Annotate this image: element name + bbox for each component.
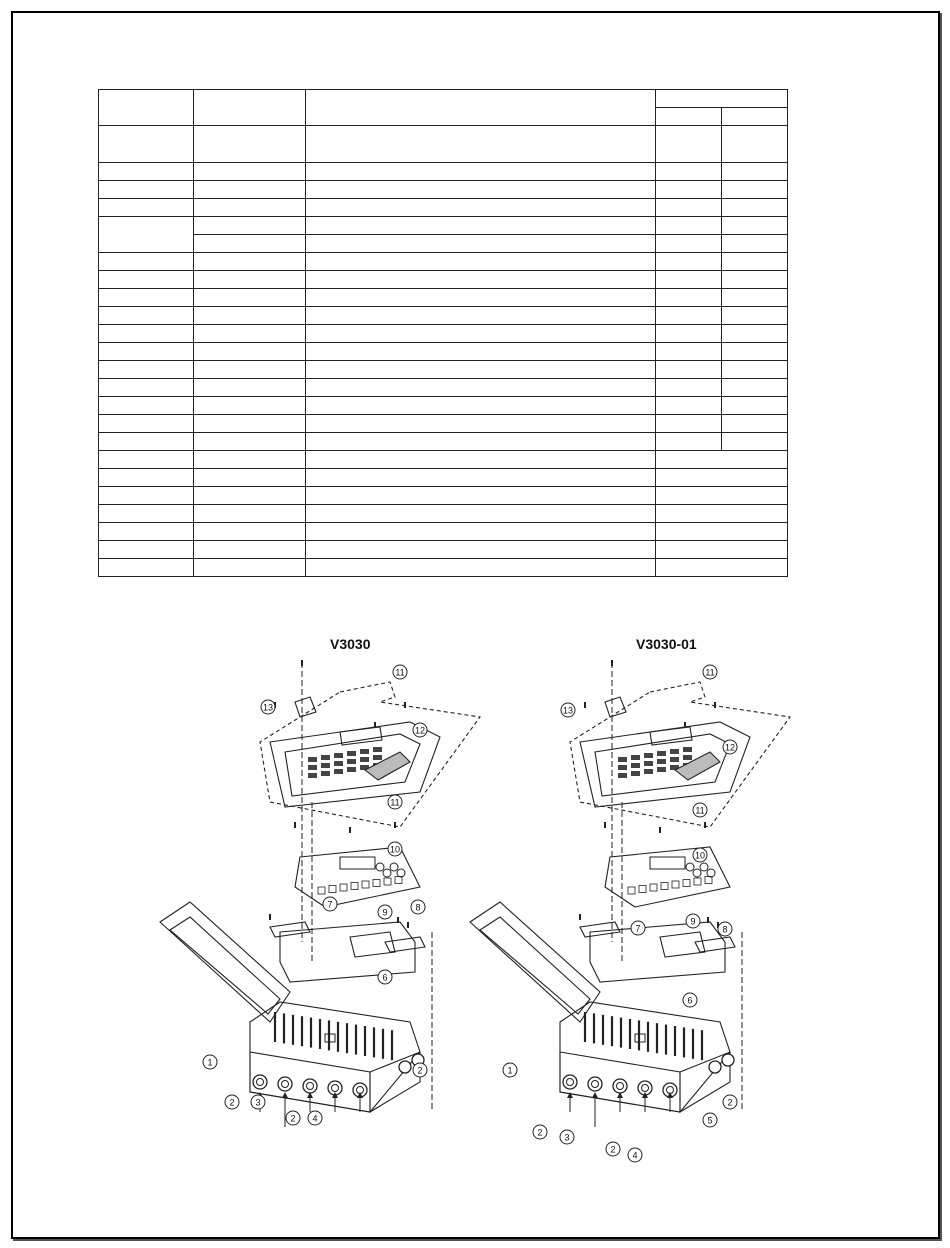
- table-cell: [656, 343, 722, 361]
- table-row: [99, 469, 788, 487]
- callout-13: [261, 700, 275, 714]
- table-cell: [99, 253, 194, 271]
- table-cell: [306, 271, 656, 289]
- callout-2: [533, 1125, 547, 1139]
- table-cell: [99, 163, 194, 181]
- table-cell: [656, 217, 722, 235]
- table-row: [99, 235, 788, 253]
- table-cell: [722, 325, 788, 343]
- table-cell: [99, 181, 194, 199]
- svg-text:6: 6: [687, 995, 693, 1006]
- table-cell: [194, 235, 306, 253]
- table-cell: [306, 397, 656, 415]
- table-cell: [194, 325, 306, 343]
- table-cell: [306, 199, 656, 217]
- table-cell: [306, 289, 656, 307]
- model-title-left: V3030: [330, 636, 371, 652]
- table-cell: [194, 253, 306, 271]
- table-row: [99, 451, 788, 469]
- table-cell: [99, 523, 194, 541]
- table-cell: [194, 343, 306, 361]
- table-row: [99, 217, 788, 235]
- table-cell: [656, 415, 722, 433]
- table-cell: [194, 181, 306, 199]
- table-row: [99, 307, 788, 325]
- table-cell: [99, 505, 194, 523]
- table-cell: [656, 307, 722, 325]
- table-row: [99, 523, 788, 541]
- table-cell: [194, 289, 306, 307]
- svg-text:2: 2: [537, 1127, 543, 1138]
- table-row: [99, 505, 788, 523]
- table-row: [99, 433, 788, 451]
- svg-text:11: 11: [390, 797, 400, 808]
- callout-12: [413, 723, 427, 737]
- callout-11: [693, 803, 707, 817]
- table-row: [99, 163, 788, 181]
- callout-2: [286, 1111, 300, 1125]
- table-cell: [722, 181, 788, 199]
- table-cell: [656, 271, 722, 289]
- table-cell: [656, 451, 788, 469]
- header-cell: [656, 90, 788, 108]
- table-cell: [306, 523, 656, 541]
- svg-text:1: 1: [507, 1065, 513, 1076]
- table-cell: [99, 451, 194, 469]
- exploded-assembly-drawing: [0, 620, 950, 1161]
- table-row: [99, 559, 788, 577]
- svg-text:13: 13: [262, 702, 274, 713]
- table-cell: [306, 505, 656, 523]
- svg-text:7: 7: [635, 923, 641, 934]
- table-cell: [656, 199, 722, 217]
- table-cell: [306, 415, 656, 433]
- table-cell: [722, 217, 788, 235]
- table-row: [99, 415, 788, 433]
- table-cell: [99, 397, 194, 415]
- table-cell: [656, 253, 722, 271]
- table-cell: [656, 487, 788, 505]
- header-cell: [306, 90, 656, 126]
- table-cell: [194, 541, 306, 559]
- parts-table: [98, 89, 788, 577]
- callout-10: [388, 842, 402, 856]
- callout-7: [631, 921, 645, 935]
- table-cell: [99, 433, 194, 451]
- table-cell: [99, 217, 194, 253]
- table-cell: [194, 469, 306, 487]
- svg-text:2: 2: [727, 1097, 733, 1108]
- table-cell: [99, 379, 194, 397]
- table-cell: [656, 523, 788, 541]
- table-cell: [656, 235, 722, 253]
- table-row: [99, 343, 788, 361]
- callout-4: [628, 1148, 642, 1162]
- table-cell: [99, 271, 194, 289]
- callout-6: [683, 993, 697, 1007]
- table-cell: [194, 451, 306, 469]
- svg-text:8: 8: [722, 924, 728, 935]
- svg-text:10: 10: [694, 850, 706, 861]
- svg-text:11: 11: [395, 667, 405, 678]
- svg-text:13: 13: [562, 705, 574, 716]
- callout-8: [411, 900, 425, 914]
- svg-text:7: 7: [327, 899, 333, 910]
- callout-2: [413, 1063, 427, 1077]
- table-cell: [194, 559, 306, 577]
- callout-8: [718, 922, 732, 936]
- table-cell: [722, 271, 788, 289]
- table-cell: [656, 541, 788, 559]
- callout-2: [225, 1095, 239, 1109]
- table-cell: [194, 217, 306, 235]
- table-cell: [306, 469, 656, 487]
- callout-9: [686, 914, 700, 928]
- svg-text:11: 11: [705, 667, 715, 678]
- svg-text:2: 2: [417, 1065, 423, 1076]
- callout-2: [606, 1142, 620, 1156]
- table-row: [99, 181, 788, 199]
- table-cell: [722, 163, 788, 181]
- table-cell: [656, 289, 722, 307]
- table-cell: [194, 397, 306, 415]
- callout-6: [378, 970, 392, 984]
- callout-1: [203, 1055, 217, 1069]
- callout-11: [393, 665, 407, 679]
- table-cell: [99, 126, 194, 163]
- svg-text:8: 8: [415, 902, 421, 913]
- callout-10: [693, 848, 707, 862]
- table-cell: [306, 235, 656, 253]
- table-cell: [306, 361, 656, 379]
- table-cell: [99, 415, 194, 433]
- svg-text:5: 5: [707, 1115, 713, 1126]
- table-cell: [99, 559, 194, 577]
- table-row: [99, 487, 788, 505]
- table-cell: [306, 307, 656, 325]
- table-cell: [194, 361, 306, 379]
- svg-text:9: 9: [382, 907, 388, 918]
- svg-text:2: 2: [290, 1113, 296, 1124]
- table-cell: [722, 289, 788, 307]
- table-cell: [99, 541, 194, 559]
- svg-text:10: 10: [389, 844, 401, 855]
- table-cell: [656, 325, 722, 343]
- table-cell: [99, 199, 194, 217]
- callout-11: [388, 795, 402, 809]
- callout-2: [723, 1095, 737, 1109]
- table-cell: [194, 379, 306, 397]
- exploded-views: [0, 620, 950, 1161]
- table-cell: [656, 505, 788, 523]
- svg-text:3: 3: [255, 1097, 261, 1108]
- svg-text:3: 3: [564, 1132, 570, 1143]
- table-cell: [194, 505, 306, 523]
- table-cell: [306, 343, 656, 361]
- header-cell: [99, 90, 194, 126]
- svg-text:4: 4: [312, 1113, 318, 1124]
- callout-1: [503, 1063, 517, 1077]
- table-cell: [194, 163, 306, 181]
- table-row: [99, 379, 788, 397]
- table-cell: [306, 487, 656, 505]
- table-cell: [656, 126, 722, 163]
- callout-11: [703, 665, 717, 679]
- table-cell: [194, 126, 306, 163]
- table-cell: [194, 415, 306, 433]
- svg-text:12: 12: [724, 742, 736, 753]
- table-cell: [306, 217, 656, 235]
- callout-12: [723, 740, 737, 754]
- table-cell: [306, 181, 656, 199]
- header-cell: [194, 90, 306, 126]
- table-cell: [722, 235, 788, 253]
- table-cell: [656, 559, 788, 577]
- table-cell: [99, 325, 194, 343]
- table-cell: [306, 253, 656, 271]
- table-cell: [722, 307, 788, 325]
- assembly-v3030-01: [470, 660, 790, 1162]
- callout-5: [703, 1113, 717, 1127]
- table-cell: [99, 307, 194, 325]
- svg-text:2: 2: [229, 1097, 235, 1108]
- callout-3: [560, 1130, 574, 1144]
- table-row: [99, 397, 788, 415]
- table-cell: [656, 361, 722, 379]
- table-row: [99, 325, 788, 343]
- table-cell: [99, 469, 194, 487]
- table-cell: [656, 163, 722, 181]
- table-header-row: [99, 90, 788, 108]
- table-cell: [306, 126, 656, 163]
- assembly-v3030: [160, 660, 480, 1127]
- table-cell: [722, 397, 788, 415]
- svg-text:4: 4: [632, 1150, 638, 1161]
- svg-text:12: 12: [414, 725, 426, 736]
- callout-9: [378, 905, 392, 919]
- table-cell: [722, 199, 788, 217]
- svg-text:1: 1: [207, 1057, 213, 1068]
- table-cell: [306, 379, 656, 397]
- callout-13: [561, 703, 575, 717]
- callout-3: [251, 1095, 265, 1109]
- header-cell: [656, 108, 722, 126]
- svg-text:9: 9: [690, 916, 696, 927]
- table-cell: [306, 559, 656, 577]
- model-title-right: V3030-01: [636, 636, 697, 652]
- table-cell: [722, 415, 788, 433]
- table-row: [99, 199, 788, 217]
- table-row: [99, 289, 788, 307]
- table-cell: [722, 379, 788, 397]
- table-row: [99, 253, 788, 271]
- table-cell: [656, 433, 722, 451]
- svg-text:6: 6: [382, 972, 388, 983]
- table-cell: [306, 541, 656, 559]
- table-cell: [194, 487, 306, 505]
- table-cell: [194, 199, 306, 217]
- table-cell: [656, 397, 722, 415]
- svg-text:2: 2: [610, 1144, 616, 1155]
- table-row: [99, 271, 788, 289]
- table-cell: [194, 271, 306, 289]
- table-cell: [306, 451, 656, 469]
- table-cell: [99, 487, 194, 505]
- table-cell: [656, 379, 722, 397]
- header-cell: [722, 108, 788, 126]
- table-cell: [656, 469, 788, 487]
- table-row: [99, 361, 788, 379]
- table-cell: [656, 181, 722, 199]
- callout-7: [323, 897, 337, 911]
- svg-text:11: 11: [695, 805, 705, 816]
- table-cell: [306, 325, 656, 343]
- table-cell: [194, 307, 306, 325]
- table-cell: [99, 343, 194, 361]
- table-row: [99, 541, 788, 559]
- table-cell: [722, 433, 788, 451]
- table-cell: [306, 163, 656, 181]
- table-cell: [194, 433, 306, 451]
- table-cell: [722, 343, 788, 361]
- table-cell: [722, 253, 788, 271]
- table-cell: [722, 361, 788, 379]
- table-cell: [194, 523, 306, 541]
- table-cell: [722, 126, 788, 163]
- table-row: [99, 126, 788, 163]
- callout-4: [308, 1111, 322, 1125]
- table-cell: [99, 361, 194, 379]
- table-cell: [99, 289, 194, 307]
- table-cell: [306, 433, 656, 451]
